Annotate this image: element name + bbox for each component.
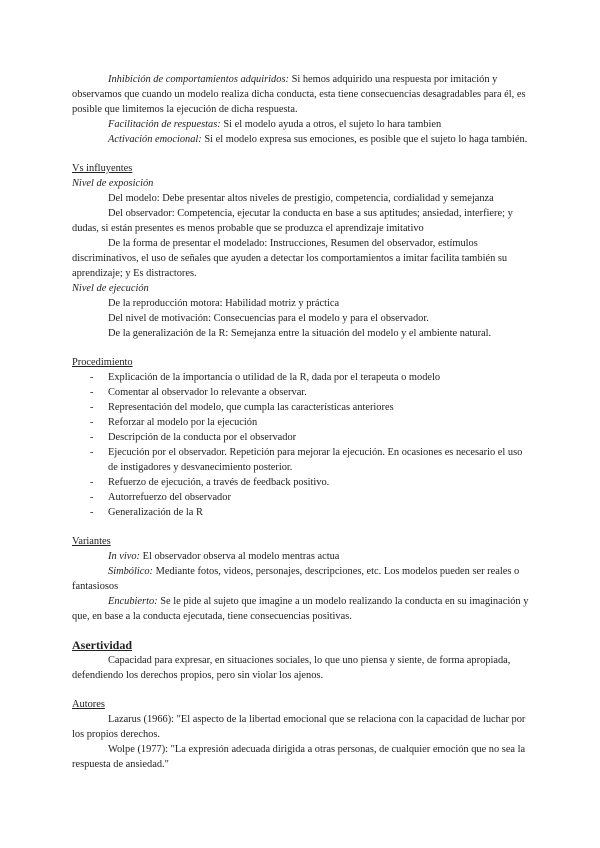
list-item-text: Descripción de la conducta por el observador [108, 432, 297, 443]
dash-bullet: - [90, 372, 94, 383]
paragraph-generalizacion: De la generalización de la R: Semejanza entre la situación del modelo y el ambiente natural. [108, 328, 492, 339]
list-item [72, 445, 532, 475]
section-heading-procedimiento: Procedimiento [72, 357, 133, 368]
list-item [72, 490, 532, 505]
section-title-asertividad: Asertividad [72, 638, 132, 652]
definition: El observador observa al modelo mentras actua [140, 551, 340, 562]
dash-bullet: - [90, 402, 94, 413]
definition: Si el modelo expresa sus emociones, es posible que el sujeto lo haga también. [201, 134, 528, 145]
list-item [72, 430, 532, 445]
dash-bullet: - [90, 387, 94, 398]
term: Facilitación de respuestas: [108, 119, 221, 130]
document-page [72, 72, 532, 772]
section-heading-autores: Autores [72, 699, 105, 710]
definition: Mediante fotos, videos, personajes, descripciones, etc. Los modelos pueden ser reales o fantasiosos [72, 566, 520, 592]
paragraph-facilitacion [72, 117, 532, 132]
dash-bullet: - [90, 447, 94, 458]
dash-bullet: - [90, 417, 94, 428]
list-item-text: Autorrefuerzo del observador [108, 492, 231, 503]
procedimiento-list [72, 370, 532, 520]
dash-bullet: - [90, 432, 94, 443]
dash-bullet: - [90, 477, 94, 488]
list-item-text: Refuerzo de ejecución, a través de feedback positivo. [108, 477, 330, 488]
definition: Se le pide al sujeto que imagine a un modelo realizando la conducta en su imaginación y que, en base a la conducta ejecutada, tiene consecuencias positivas. [72, 596, 529, 622]
list-item-text: Explicación de la importancia o utilidad de la R, dada por el terapeuta o modelo [108, 372, 441, 383]
definition: Si hemos adquirido una respuesta por imitación y observamos que cuando un modelo realiza dicha conducta, esta tiene consecuencias desagradables para él, es posible que limitemos la ejecución de dicha respuesta. [72, 74, 526, 115]
subheading-ejecucion: Nivel de ejecución [72, 283, 149, 294]
list-item [72, 475, 532, 490]
paragraph-modelo: Del modelo: Debe presentar altos niveles de prestigio, competencia, cordialidad y semejanza [108, 193, 494, 204]
list-item [72, 505, 532, 520]
list-item-text: Ejecución por el observador. Repetición para mejorar la ejecución. En ocasiones es necesario el uso de instigadores y desvanecimiento posterior. [108, 447, 523, 473]
list-item-text: Representación del modelo, que cumpla las características anteriores [108, 402, 394, 413]
section-heading-variantes: Variantes [72, 536, 111, 547]
dash-bullet: - [90, 507, 94, 518]
paragraph-activacion [72, 132, 532, 147]
section-heading-vs: Vs influyentes [72, 163, 133, 174]
paragraph-observador: Del observador: Competencia, ejecutar la conducta en base a sus aptitudes; ansiedad, interfiere; y dudas, si están presentes es menos probable que se produzca el aprendizaje imitativo [72, 208, 513, 234]
term: Activación emocional: [108, 134, 202, 145]
dash-bullet: - [90, 492, 94, 503]
paragraph-forma: De la forma de presentar el modelado: Instrucciones, Resumen del observador, estímulos discriminativos, el uso de señales que ayuden a detectar los comportamientos a imitar facilita también su aprendizaje; y Es distractores. [72, 238, 508, 279]
paragraph-in-vivo [72, 549, 532, 564]
term: Encubierto: [108, 596, 158, 607]
list-item [72, 400, 532, 415]
term: Inhibición de comportamientos adquiridos: [108, 74, 289, 85]
list-item-text: Comentar al observador lo relevante a observar. [108, 387, 307, 398]
term: In vivo: [108, 551, 141, 562]
paragraph-asertividad: Capacidad para expresar, en situaciones sociales, lo que uno piensa y siente, de forma apropiada, defendiendo los derechos propios, pero sin violar los ajenos. [72, 655, 511, 681]
list-item-text: Generalización de la R [108, 507, 203, 518]
paragraph-motivacion: Del nivel de motivación: Consecuencias para el modelo y para el observador. [108, 313, 429, 324]
paragraph-lazarus: Lazarus (1966): "El aspecto de la libertad emocional que se relaciona con la capacidad de luchar por los propios derechos. [72, 714, 526, 740]
list-item [72, 370, 532, 385]
list-item-text: Reforzar al modelo por la ejecución [108, 417, 258, 428]
paragraph-reproduccion: De la reproducción motora: Habilidad motriz y práctica [108, 298, 340, 309]
term: Simbólico: [108, 566, 154, 577]
paragraph-wolpe: Wolpe (1977): "La expresión adecuada dirigida a otras personas, de cualquier emoción que no sea la respuesta de ansiedad." [72, 744, 526, 770]
list-item [72, 385, 532, 400]
paragraph-simbolico [72, 564, 532, 594]
paragraph-encubierto [72, 594, 532, 624]
list-item [72, 415, 532, 430]
definition: Si el modelo ayuda a otros, el sujeto lo hara tambien [220, 119, 442, 130]
subheading-exposicion: Nivel de exposición [72, 178, 154, 189]
paragraph-inhibicion [72, 72, 532, 117]
